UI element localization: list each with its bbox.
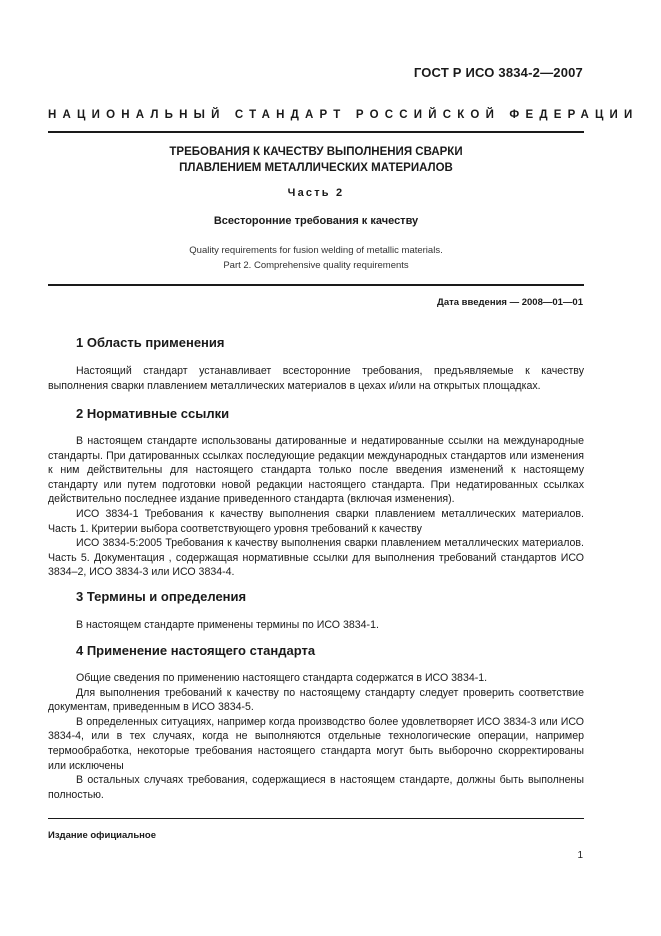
document-subtitle: Всесторонние требования к качеству [213, 215, 419, 227]
english-title [48, 243, 584, 273]
footer-rule [48, 818, 584, 819]
paragraph: В настоящем стандарте применены термины по ИСО 3834-1. [76, 619, 379, 631]
paragraph: ИСО 3834-5:2005 Требования к качеству выполнения сварки плавлением металлических материалов. Часть 5. Документация , содержащая нормативные ссылки для выполнения требований стандартов ИСО 3834–2, ИСО 3834-3 или ИСО 3834-4. [48, 537, 584, 579]
section-3-heading: 3 Термины и определения [76, 589, 247, 604]
paragraph: В настоящем стандарте использованы датированные и недатированные ссылки на международные стандарты. При датированных ссылках последующие редакции международных стандартов или изменения к ним действительны для настоящего стандарта только после введения изменений к настоящему стандарту или путем подготовки новой редакции настоящего стандарта. При недатированных ссылках действительно последнее издание приведенного стандарта (включая изменения). [48, 435, 584, 506]
section-4-heading: 4 Применение настоящего стандарта [76, 643, 316, 658]
section-2-heading: 2 Нормативные ссылки [76, 406, 230, 421]
paragraph: Общие сведения по применению настоящего стандарта содержатся в ИСО 3834-1. [76, 672, 488, 684]
title-rule [48, 284, 584, 286]
page-number: 1 [577, 850, 583, 861]
section-1-heading: 1 Область применения [76, 335, 225, 350]
edition-note: Издание официальное [48, 830, 156, 841]
paragraph: ИСО 3834-1 Требования к качеству выполнения сварки плавлением металлических материалов. Часть 1. Критерии выбора соответствующего уровня требований к качеству [48, 507, 584, 535]
section-2-body [48, 434, 584, 580]
part-label: Часть 2 [287, 187, 345, 199]
document-title [48, 144, 584, 176]
paragraph: Настоящий стандарт устанавливает всесторонние требования, предъявляемые к качеству выполнения сварки плавлением металлических материалов в цехах и/или на открытых площадках. [48, 365, 584, 392]
date-of-introduction: Дата введения — 2008—01—01 [437, 297, 583, 308]
section-1-body [48, 364, 584, 393]
section-4-body [48, 671, 584, 802]
national-standard-label: НАЦИОНАЛЬНЫЙ СТАНДАРТ РОССИЙСКОЙ ФЕДЕРАЦИИ [48, 109, 639, 121]
title-line-2: ПЛАВЛЕНИЕМ МЕТАЛЛИЧЕСКИХ МАТЕРИАЛОВ [179, 162, 453, 174]
paragraph: В остальных случаях требования, содержащиеся в настоящем стандарте, должны быть выполнены полностью. [48, 774, 584, 801]
paragraph: Для выполнения требований к качеству по настоящему стандарту следует проверить соответствие документам, приведенным в ИСО 3834-5. [48, 686, 584, 714]
header-rule [48, 131, 584, 133]
document-code: ГОСТ Р ИСО 3834-2—2007 [413, 65, 583, 80]
english-title-line-2: Part 2. Comprehensive quality requirements [223, 260, 409, 271]
paragraph: В определенных ситуациях, например когда производство более удовлетворяет ИСО 3834-3 или ИСО 3834-4, или в тех случаях, когда не выполняются отдельные технологические операции, например термообработка, некоторые требования настоящего стандарта могут быть выборочно скорректированы или исключены [48, 715, 584, 772]
english-title-line-1: Quality requirements for fusion welding of metallic materials. [189, 245, 443, 256]
section-3-body [48, 618, 584, 633]
title-line-1: ТРЕБОВАНИЯ К КАЧЕСТВУ ВЫПОЛНЕНИЯ СВАРКИ [169, 146, 463, 158]
